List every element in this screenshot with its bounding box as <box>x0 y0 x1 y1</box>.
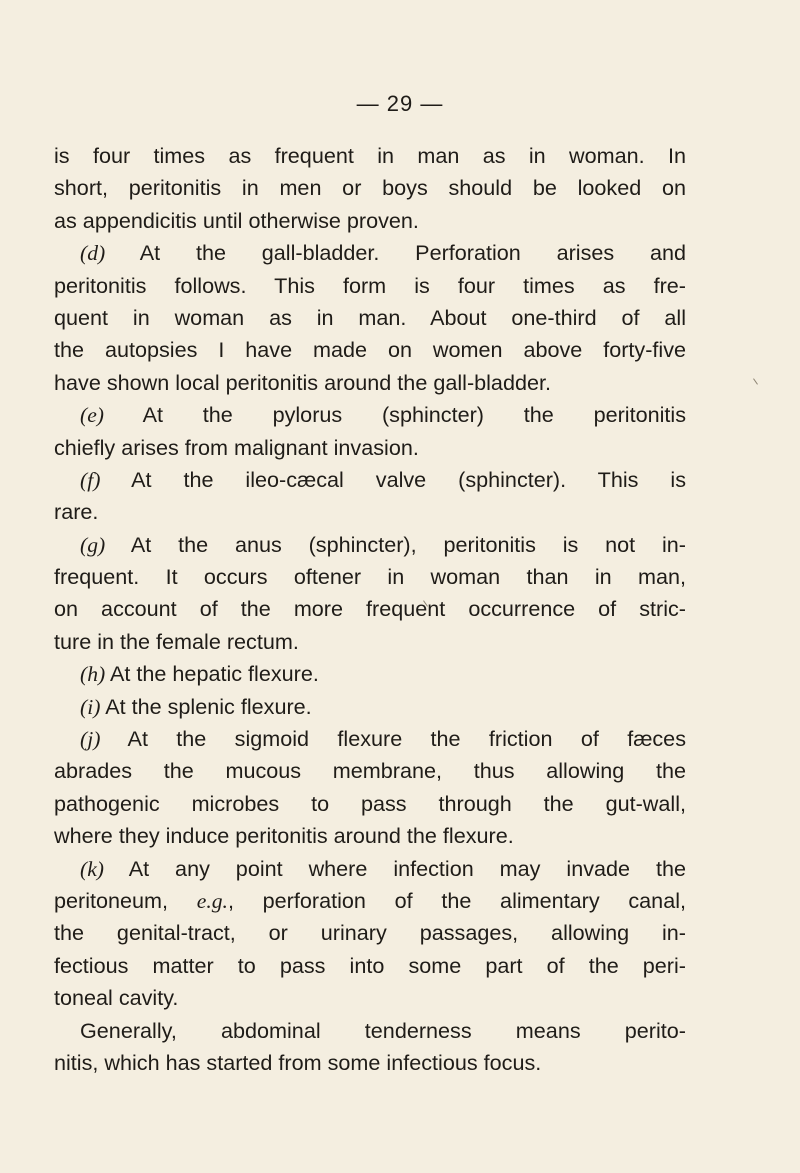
text-line: abrades the mucous membrane, thus allowing the <box>54 758 686 784</box>
text-fragment: peritoneum, <box>54 887 169 913</box>
paragraph-intro <box>54 140 686 237</box>
item-text: At the pylorus (sphincter) the peritonitis <box>142 402 686 428</box>
text-line: pathogenic microbes to pass through the gut-wall, <box>54 790 686 816</box>
paragraph-g <box>54 529 686 659</box>
text-line <box>54 853 686 885</box>
paragraph-d <box>54 237 686 399</box>
text-line <box>54 691 686 723</box>
item-text: At the splenic flexure. <box>105 693 312 719</box>
text-line: ture in the female rectum. <box>54 628 299 654</box>
text-line <box>54 885 686 917</box>
text-line: rare. <box>54 499 99 525</box>
text-line: is four times as frequent in man as in woman. In <box>54 143 686 168</box>
text-line <box>54 658 686 690</box>
item-letter: (i) <box>80 694 101 719</box>
paragraph-j <box>54 723 686 853</box>
text-line: frequent. It occurs oftener in woman than in man, <box>54 564 686 590</box>
item-letter: (h) <box>80 662 106 687</box>
text-line: fectious matter to pass into some part of the peri- <box>54 952 686 978</box>
text-line: quent in woman as in man. About one-third of all <box>54 304 686 330</box>
text-fragment: , perforation of the alimentary canal, <box>227 887 686 913</box>
text-line <box>54 464 686 496</box>
text-line: as appendicitis until otherwise proven. <box>54 207 419 233</box>
text-line: short, peritonitis in men or boys should be looked on <box>54 175 686 201</box>
item-letter: (d) <box>80 241 106 266</box>
text-line: on account of the more frequent occurrence of stric- <box>54 596 686 622</box>
paragraph-f <box>54 464 686 529</box>
item-text: At the ileo-cæcal valve (sphincter). This is <box>131 466 686 492</box>
body-text <box>54 140 686 1079</box>
paper-speck <box>753 378 758 384</box>
item-text: At the anus (sphincter), peritonitis is not in- <box>130 531 686 557</box>
text-line: toneal cavity. <box>54 985 179 1011</box>
text-line: chiefly arises from malignant invasion. <box>54 434 419 460</box>
item-letter: (k) <box>80 856 104 881</box>
text-line <box>54 529 686 561</box>
item-text: At any point where infection may invade the <box>128 855 686 881</box>
item-letter: (j) <box>80 727 101 752</box>
text-line <box>54 399 686 431</box>
text-line: peritonitis follows. This form is four times as fre- <box>54 272 686 298</box>
text-line: Generally, abdominal tenderness means perito- <box>80 1017 686 1043</box>
paragraph-e <box>54 399 686 464</box>
item-text: At the gall-bladder. Perforation arises and <box>139 240 686 266</box>
text-line: nitis, which has started from some infectious focus. <box>54 1049 542 1075</box>
paragraph-i <box>54 691 686 723</box>
item-letter: (e) <box>80 403 104 428</box>
item-text: At the sigmoid flexure the friction of fæces <box>127 726 686 752</box>
italic-abbreviation: e.g. <box>196 888 228 913</box>
paragraph-h <box>54 658 686 690</box>
text-line: the autopsies I have made on women above forty-five <box>54 337 686 363</box>
text-line: the genital-tract, or urinary passages, allowing in- <box>54 920 686 946</box>
item-letter: (g) <box>80 532 106 557</box>
text-line <box>54 723 686 755</box>
text-line: where they induce peritonitis around the flexure. <box>54 823 514 849</box>
text-line <box>54 237 686 269</box>
item-text: At the hepatic flexure. <box>110 661 319 687</box>
paragraph-closing <box>54 1015 686 1080</box>
page-number: — 29 — <box>356 91 444 116</box>
text-line: have shown local peritonitis around the gall-bladder. <box>54 369 551 395</box>
paragraph-k <box>54 853 686 1015</box>
item-letter: (f) <box>80 467 101 492</box>
